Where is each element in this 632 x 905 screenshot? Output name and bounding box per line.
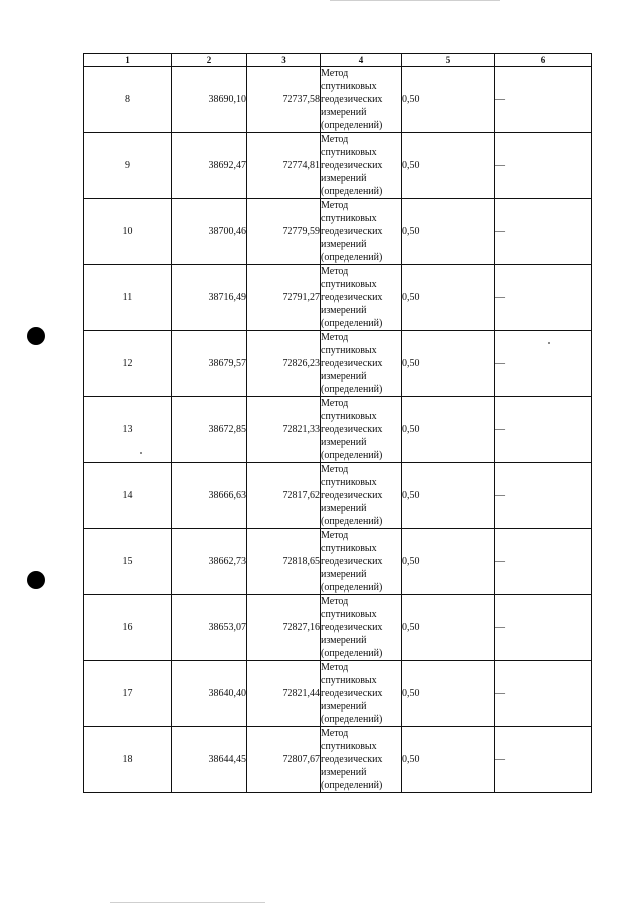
method-cell: Метод спутниковых геодезических измерений (определений) bbox=[321, 727, 402, 793]
header-col-5: 5 bbox=[402, 54, 495, 67]
y-coordinate-cell: 72817,62 bbox=[247, 463, 321, 529]
point-number-cell: 16 bbox=[84, 595, 172, 661]
method-cell: Метод спутниковых геодезических измерений (определений) bbox=[321, 199, 402, 265]
note-cell: — bbox=[495, 529, 592, 595]
method-cell: Метод спутниковых геодезических измерений (определений) bbox=[321, 529, 402, 595]
punch-hole bbox=[27, 327, 45, 345]
method-cell: Метод спутниковых геодезических измерений (определений) bbox=[321, 661, 402, 727]
accuracy-cell: 0,50 bbox=[402, 133, 495, 199]
accuracy-cell: 0,50 bbox=[402, 265, 495, 331]
table-row bbox=[84, 727, 592, 793]
header-col-2: 2 bbox=[172, 54, 247, 67]
accuracy-cell: 0,50 bbox=[402, 463, 495, 529]
table-row bbox=[84, 133, 592, 199]
point-number-cell: 9 bbox=[84, 133, 172, 199]
method-cell: Метод спутниковых геодезических измерений (определений) bbox=[321, 397, 402, 463]
punch-hole bbox=[27, 571, 45, 589]
header-row bbox=[84, 54, 592, 67]
point-number-cell: 15 bbox=[84, 529, 172, 595]
table-header bbox=[84, 54, 592, 67]
accuracy-cell: 0,50 bbox=[402, 727, 495, 793]
table-row bbox=[84, 331, 592, 397]
note-cell: — bbox=[495, 67, 592, 133]
method-cell: Метод спутниковых геодезических измерений (определений) bbox=[321, 595, 402, 661]
x-coordinate-cell: 38692,47 bbox=[172, 133, 247, 199]
table-row bbox=[84, 529, 592, 595]
coordinates-table bbox=[83, 53, 592, 793]
note-cell: — bbox=[495, 199, 592, 265]
y-coordinate-cell: 72821,44 bbox=[247, 661, 321, 727]
accuracy-cell: 0,50 bbox=[402, 331, 495, 397]
method-cell: Метод спутниковых геодезических измерений (определений) bbox=[321, 133, 402, 199]
y-coordinate-cell: 72827,16 bbox=[247, 595, 321, 661]
method-cell: Метод спутниковых геодезических измерений (определений) bbox=[321, 463, 402, 529]
x-coordinate-cell: 38679,57 bbox=[172, 331, 247, 397]
point-number-cell: 11 bbox=[84, 265, 172, 331]
accuracy-cell: 0,50 bbox=[402, 529, 495, 595]
method-cell: Метод спутниковых геодезических измерений (определений) bbox=[321, 265, 402, 331]
note-cell: — bbox=[495, 265, 592, 331]
y-coordinate-cell: 72791,27 bbox=[247, 265, 321, 331]
header-col-6: 6 bbox=[495, 54, 592, 67]
table-row bbox=[84, 661, 592, 727]
method-cell: Метод спутниковых геодезических измерений (определений) bbox=[321, 67, 402, 133]
table-row bbox=[84, 397, 592, 463]
accuracy-cell: 0,50 bbox=[402, 199, 495, 265]
y-coordinate-cell: 72807,67 bbox=[247, 727, 321, 793]
table-body bbox=[84, 67, 592, 793]
table-row bbox=[84, 67, 592, 133]
scan-edge-bottom bbox=[110, 902, 265, 903]
note-cell: — bbox=[495, 595, 592, 661]
table-row bbox=[84, 595, 592, 661]
note-cell: — bbox=[495, 463, 592, 529]
y-coordinate-cell: 72779,59 bbox=[247, 199, 321, 265]
x-coordinate-cell: 38690,10 bbox=[172, 67, 247, 133]
note-cell: — bbox=[495, 727, 592, 793]
accuracy-cell: 0,50 bbox=[402, 67, 495, 133]
table-row bbox=[84, 199, 592, 265]
note-cell: — bbox=[495, 397, 592, 463]
x-coordinate-cell: 38653,07 bbox=[172, 595, 247, 661]
y-coordinate-cell: 72821,33 bbox=[247, 397, 321, 463]
x-coordinate-cell: 38716,49 bbox=[172, 265, 247, 331]
method-cell: Метод спутниковых геодезических измерений (определений) bbox=[321, 331, 402, 397]
y-coordinate-cell: 72826,23 bbox=[247, 331, 321, 397]
note-cell: — bbox=[495, 331, 592, 397]
point-number-cell: 13 bbox=[84, 397, 172, 463]
point-number-cell: 18 bbox=[84, 727, 172, 793]
accuracy-cell: 0,50 bbox=[402, 595, 495, 661]
x-coordinate-cell: 38666,63 bbox=[172, 463, 247, 529]
table-row bbox=[84, 463, 592, 529]
accuracy-cell: 0,50 bbox=[402, 661, 495, 727]
header-col-1: 1 bbox=[84, 54, 172, 67]
x-coordinate-cell: 38672,85 bbox=[172, 397, 247, 463]
accuracy-cell: 0,50 bbox=[402, 397, 495, 463]
point-number-cell: 14 bbox=[84, 463, 172, 529]
table-row bbox=[84, 265, 592, 331]
point-number-cell: 12 bbox=[84, 331, 172, 397]
point-number-cell: 10 bbox=[84, 199, 172, 265]
header-col-4: 4 bbox=[321, 54, 402, 67]
note-cell: — bbox=[495, 133, 592, 199]
y-coordinate-cell: 72818,65 bbox=[247, 529, 321, 595]
y-coordinate-cell: 72774,81 bbox=[247, 133, 321, 199]
point-number-cell: 8 bbox=[84, 67, 172, 133]
x-coordinate-cell: 38644,45 bbox=[172, 727, 247, 793]
note-cell: — bbox=[495, 661, 592, 727]
header-col-3: 3 bbox=[247, 54, 321, 67]
scan-edge-top bbox=[330, 0, 500, 1]
x-coordinate-cell: 38662,73 bbox=[172, 529, 247, 595]
y-coordinate-cell: 72737,58 bbox=[247, 67, 321, 133]
x-coordinate-cell: 38640,40 bbox=[172, 661, 247, 727]
point-number-cell: 17 bbox=[84, 661, 172, 727]
x-coordinate-cell: 38700,46 bbox=[172, 199, 247, 265]
